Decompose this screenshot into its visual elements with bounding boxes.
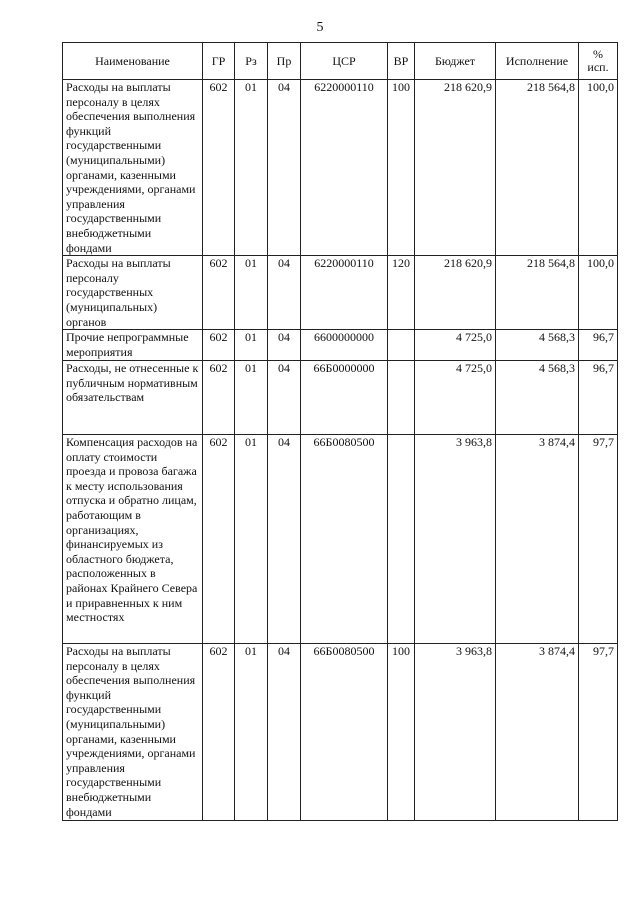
table-header (63, 43, 618, 80)
column-header-pr: Пр (268, 43, 301, 80)
row-budget: 218 620,9 (415, 256, 496, 330)
column-header-gr: ГР (203, 43, 235, 80)
row-csr: 66Б0080500 (301, 435, 388, 644)
row-rz: 01 (235, 330, 268, 361)
row-gr: 602 (203, 330, 235, 361)
row-pr: 04 (268, 361, 301, 435)
budget-execution-table (62, 42, 618, 821)
row-name: Расходы на выплаты персоналу государственных (муниципальных) органов (63, 256, 203, 330)
row-percent: 96,7 (579, 330, 618, 361)
row-rz: 01 (235, 644, 268, 821)
percent-symbol: % (593, 47, 603, 61)
row-csr: 6220000110 (301, 80, 388, 256)
row-rz: 01 (235, 435, 268, 644)
percent-label: исп. (587, 60, 609, 74)
row-execution: 218 564,8 (496, 256, 579, 330)
row-vr: 100 (388, 80, 415, 256)
row-vr: 120 (388, 256, 415, 330)
table-row (63, 644, 618, 821)
row-percent: 100,0 (579, 80, 618, 256)
row-vr (388, 361, 415, 435)
row-budget: 3 963,8 (415, 435, 496, 644)
row-csr: 66Б0000000 (301, 361, 388, 435)
page-number: 5 (316, 20, 324, 35)
row-execution: 3 874,4 (496, 644, 579, 821)
column-header-csr: ЦСР (301, 43, 388, 80)
row-pr: 04 (268, 256, 301, 330)
row-execution: 4 568,3 (496, 361, 579, 435)
row-rz: 01 (235, 256, 268, 330)
row-gr: 602 (203, 80, 235, 256)
row-csr: 6220000110 (301, 256, 388, 330)
row-gr: 602 (203, 256, 235, 330)
row-percent: 96,7 (579, 361, 618, 435)
row-name: Расходы на выплаты персоналу в целях обеспечения выполнения функций государственными (муниципальными) органами, казенными учреждениями, органами управления государственными внебюджетными фондами (63, 644, 203, 821)
row-vr (388, 435, 415, 644)
row-pr: 04 (268, 644, 301, 821)
row-csr: 66Б0080500 (301, 644, 388, 821)
row-name: Прочие непрограммные мероприятия (63, 330, 203, 361)
row-vr (388, 330, 415, 361)
row-rz: 01 (235, 80, 268, 256)
row-csr: 6600000000 (301, 330, 388, 361)
column-header-rz: Рз (235, 43, 268, 80)
row-rz: 01 (235, 361, 268, 435)
row-percent: 97,7 (579, 644, 618, 821)
table-row (63, 256, 618, 330)
column-header-name: Наименование (63, 43, 203, 80)
row-vr: 100 (388, 644, 415, 821)
row-name: Расходы на выплаты персоналу в целях обеспечения выполнения функций государственными (муниципальными) органами, казенными учреждениями, органами управления государственными внебюджетными фондами (63, 80, 203, 256)
row-gr: 602 (203, 361, 235, 435)
row-execution: 218 564,8 (496, 80, 579, 256)
table-row (63, 80, 618, 256)
table-row (63, 435, 618, 644)
row-budget: 4 725,0 (415, 361, 496, 435)
row-budget: 4 725,0 (415, 330, 496, 361)
row-gr: 602 (203, 644, 235, 821)
row-name: Компенсация расходов на оплату стоимости проезда и провоза багажа к месту использования отпуска и обратно лицам, работающим в организациях, финансируемых из областного бюджета, расположенных в районах Крайнего Севера и приравненных к ним местностях (63, 435, 203, 644)
row-pr: 04 (268, 80, 301, 256)
row-execution: 4 568,3 (496, 330, 579, 361)
table-row (63, 361, 618, 435)
row-percent: 100,0 (579, 256, 618, 330)
row-gr: 602 (203, 435, 235, 644)
column-header-percent (579, 43, 618, 80)
row-pr: 04 (268, 330, 301, 361)
column-header-execution: Исполнение (496, 43, 579, 80)
table-row (63, 330, 618, 361)
column-header-budget: Бюджет (415, 43, 496, 80)
row-name: Расходы, не отнесенные к публичным нормативным обязательствам (63, 361, 203, 435)
row-pr: 04 (268, 435, 301, 644)
column-header-vr: ВР (388, 43, 415, 80)
row-execution: 3 874,4 (496, 435, 579, 644)
row-percent: 97,7 (579, 435, 618, 644)
row-budget: 3 963,8 (415, 644, 496, 821)
row-budget: 218 620,9 (415, 80, 496, 256)
